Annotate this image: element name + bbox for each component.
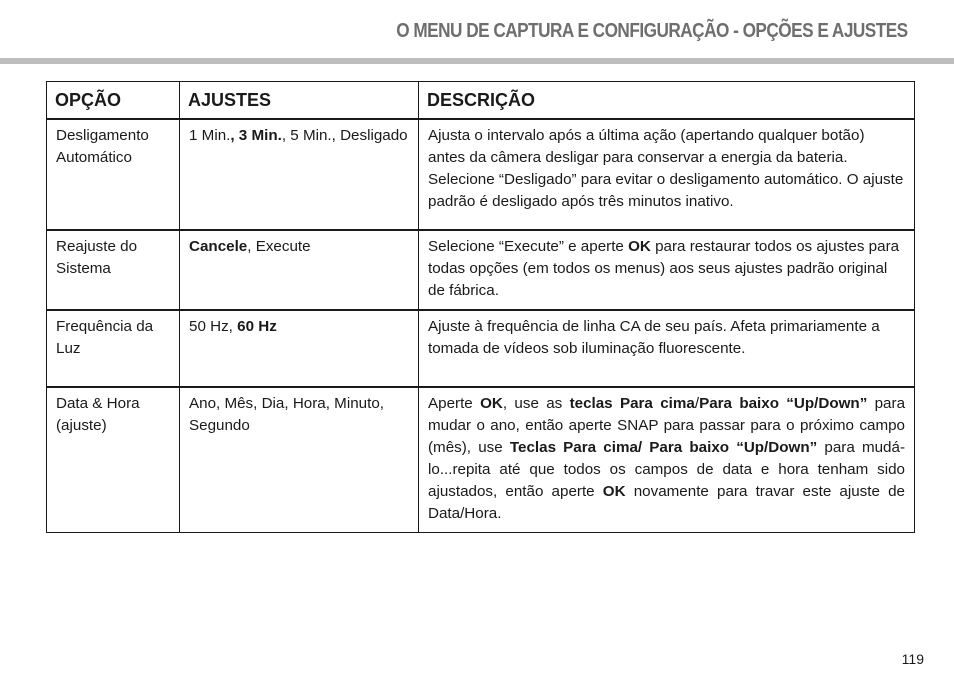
option-cell: Desligamento Automático xyxy=(47,119,180,230)
settings-cell xyxy=(180,119,419,230)
text-segment: 50 Hz, xyxy=(189,318,238,335)
text-segment: Ano, Mês, Dia, Hora, Minuto, Segundo xyxy=(189,395,384,434)
description-cell xyxy=(419,387,915,533)
column-header-option: OPÇÃO xyxy=(47,82,180,120)
settings-cell xyxy=(180,230,419,310)
bold-text: Para baixo “Up/Down” xyxy=(699,395,868,412)
text-segment: Ajuste à frequência de linha CA de seu país. Afeta primariamente a tomada de vídeos sob iluminação fluorescente. xyxy=(428,318,880,357)
header-row xyxy=(47,82,915,120)
text-segment: , use as xyxy=(502,395,570,412)
text-segment: para mudá-lo...repita até que todos os campos de data e hora tenham sido ajustados, então aperte xyxy=(428,439,905,500)
options-table xyxy=(46,81,915,533)
title-rule xyxy=(0,58,954,64)
text-segment: Aperte xyxy=(428,395,481,412)
column-header-description: DESCRIÇÃO xyxy=(419,82,915,120)
text-segment: novamente para travar este ajuste de Data/Hora. xyxy=(428,483,905,522)
settings-cell xyxy=(180,310,419,387)
bold-text: Cancele xyxy=(189,238,248,255)
text-segment: para mudar o ano, então aperte SNAP para passar para o próximo campo (mês), use xyxy=(428,395,906,456)
option-cell: Reajuste do Sistema xyxy=(47,230,180,310)
option-cell: Data & Hora (ajuste) xyxy=(47,387,180,533)
bold-text: teclas Para cima xyxy=(569,395,695,412)
option-cell: Frequência da Luz xyxy=(47,310,180,387)
text-segment: Selecione “Execute” e aperte xyxy=(428,238,629,255)
description-cell xyxy=(419,230,915,310)
bold-text: OK xyxy=(480,395,503,412)
page-number: 119 xyxy=(901,651,924,667)
text-segment: Ajusta o intervalo após a última ação (apertando qualquer botão) antes da câmera desligar para conservar a energia da bateria. Selecione “Desligado” para evitar o desligamento automático. O ajuste padrão é desligado após três minutos inativo. xyxy=(428,127,904,210)
table-row xyxy=(47,119,915,230)
column-header-settings: AJUSTES xyxy=(180,82,419,120)
settings-cell xyxy=(180,387,419,533)
description-cell xyxy=(419,119,915,230)
text-segment: , 5 Min., Desligado xyxy=(281,127,408,144)
table-row xyxy=(47,310,915,387)
bold-text: , 3 Min. xyxy=(230,127,282,144)
text-segment: , Execute xyxy=(247,238,311,255)
bold-text: Teclas Para cima/ Para baixo “Up/Down” xyxy=(509,439,818,456)
text-segment: / xyxy=(694,395,700,412)
page-title: O MENU DE CAPTURA E CONFIGURAÇÃO - OPÇÕES E AJUSTES xyxy=(396,20,908,42)
description-cell xyxy=(419,310,915,387)
text-segment: 1 Min. xyxy=(189,127,231,144)
bold-text: 60 Hz xyxy=(237,318,277,335)
table-row xyxy=(47,387,915,533)
bold-text: OK xyxy=(628,238,651,255)
table-row xyxy=(47,230,915,310)
bold-text: OK xyxy=(602,483,626,500)
text-segment: para restaurar todos os ajustes para todas opções (em todos os menus) aos seus ajustes padrão original de fábrica. xyxy=(428,238,900,299)
